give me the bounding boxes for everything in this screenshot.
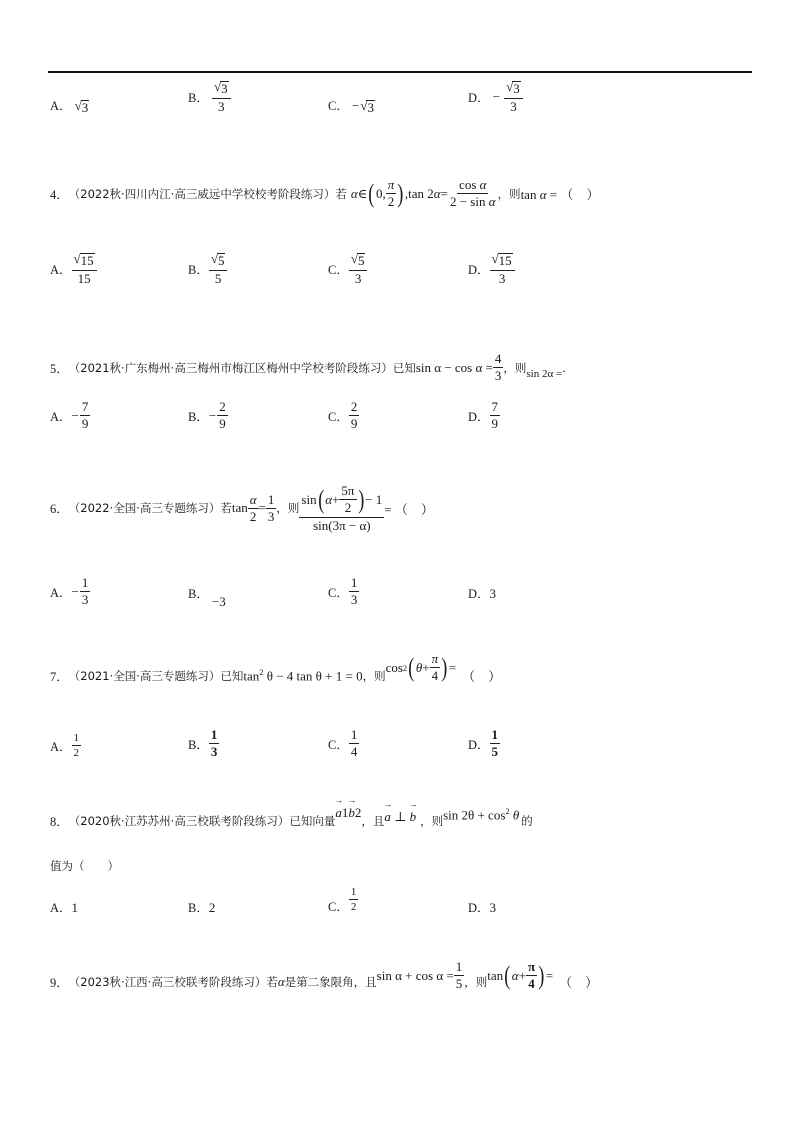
q8-stem-line2: 值为（ ） bbox=[50, 859, 119, 873]
q6-option-b: B． −3 bbox=[188, 587, 226, 609]
fraction: √ 3 3 bbox=[504, 80, 523, 114]
q3-option-d: D． − √ 3 3 bbox=[468, 80, 523, 114]
q4-option-b: B． √ 5 5 bbox=[188, 252, 227, 286]
q5-option-d: D． $\frac{7}{9}$ bbox=[468, 399, 499, 432]
sqrt: √ 3 bbox=[360, 98, 374, 115]
q8-option-b: B．2 bbox=[188, 900, 216, 915]
q6-option-c: C． $\frac{1}{3}$ bbox=[328, 575, 358, 608]
q5-option-b: B． − $\frac{2}{9}$ bbox=[188, 399, 226, 432]
q8-option-c: C． $\frac{1}{2}$ bbox=[328, 886, 357, 914]
q3-option-a: A． √ 3 bbox=[50, 98, 89, 115]
q6-stem: 6． （2022·全国·高三专题练习）若 tan $\frac{\alpha}{2}$ = $\frac{1}{3}$ ，则 sin ( α + $\frac{5\pi}{2}$ ) − 1 sin(3π − α) = （ ） bbox=[50, 483, 434, 533]
q3-option-c: C． − √ 3 bbox=[328, 98, 374, 115]
q9-stem: 9． （2023秋·江西·高三校联考阶段练习）若 α 是第二象限角，且 sin α + cos α = $\frac{1}{5}$ ，则 tan ( α + $\frac{\pi}{4}$ ) = （ ） bbox=[50, 959, 599, 992]
q7-option-c: C． $\frac{1}{4}$ bbox=[328, 727, 358, 760]
q7-stem: 7． （2021·全国·高三专题练习）已知 $\tan^2 \theta - 4$ tan θ + 1 = 0 ，则 cos 2 ( θ + $\frac{\pi}{4}$ ) = （ ） bbox=[50, 651, 502, 685]
q8-option-a: A．1 bbox=[50, 900, 79, 915]
q7-option-b: B． $\frac{1}{3}$ bbox=[188, 727, 218, 760]
q3-option-b: B． √ 3 3 bbox=[188, 80, 231, 114]
q4-stem: 4． （2022秋·四川内江·高三威远中学校校考阶段练习）若 α ∈ ( 0, $\frac{\pi}{2}$ ) ,tan 2 α = $\frac{\text{cos α}}{\text{2 − sin α}}$ ，则 tan α = （ ） bbox=[50, 177, 600, 210]
q4-condition: α ∈ ( 0, $\frac{\pi}{2}$ ) ,tan 2 α = $\frac{\text{cos α}}{\text{2 − sin α}}$ bbox=[350, 177, 496, 210]
q4-option-d: D． √ 15 3 bbox=[468, 252, 515, 286]
q4-option-a: A． √ 15 15 bbox=[50, 252, 97, 286]
q8-stem: 8． （2020秋·江苏苏州·高三校联考阶段练习）已知向量 → a1→ b2 ，且 → a ⊥ → b ，则 $\sin 2\theta + \cos^2 \theta$ 的 bbox=[50, 812, 533, 830]
q4-option-c: C． √ 5 3 bbox=[328, 252, 367, 286]
q7-option-d: D． $\frac{1}{5}$ bbox=[468, 727, 499, 760]
q7-option-a: A． $\frac{1}{2}$ bbox=[50, 732, 80, 760]
q5-option-c: C． $\frac{2}{9}$ bbox=[328, 399, 358, 432]
sqrt: √ 3 bbox=[74, 98, 89, 115]
q6-option-d: D．3 bbox=[468, 586, 497, 601]
fraction: √ 3 3 bbox=[212, 80, 231, 114]
q5-stem: 5． （2021秋·广东梅州·高三梅州市梅江区梅州中学校考阶段练习）已知 sin α − cos α = $\frac{4}{3}$ ，则 sin 2α = . bbox=[50, 351, 566, 384]
q8-option-d: D．3 bbox=[468, 900, 497, 915]
q6-option-a: A． − $\frac{1}{3}$ bbox=[50, 575, 89, 608]
q6-big-fraction: sin ( α + $\frac{5\pi}{2}$ ) − 1 sin(3π − α) bbox=[301, 483, 383, 533]
header-rule bbox=[48, 71, 752, 73]
q5-option-a: A． − $\frac{7}{9}$ bbox=[50, 399, 89, 432]
